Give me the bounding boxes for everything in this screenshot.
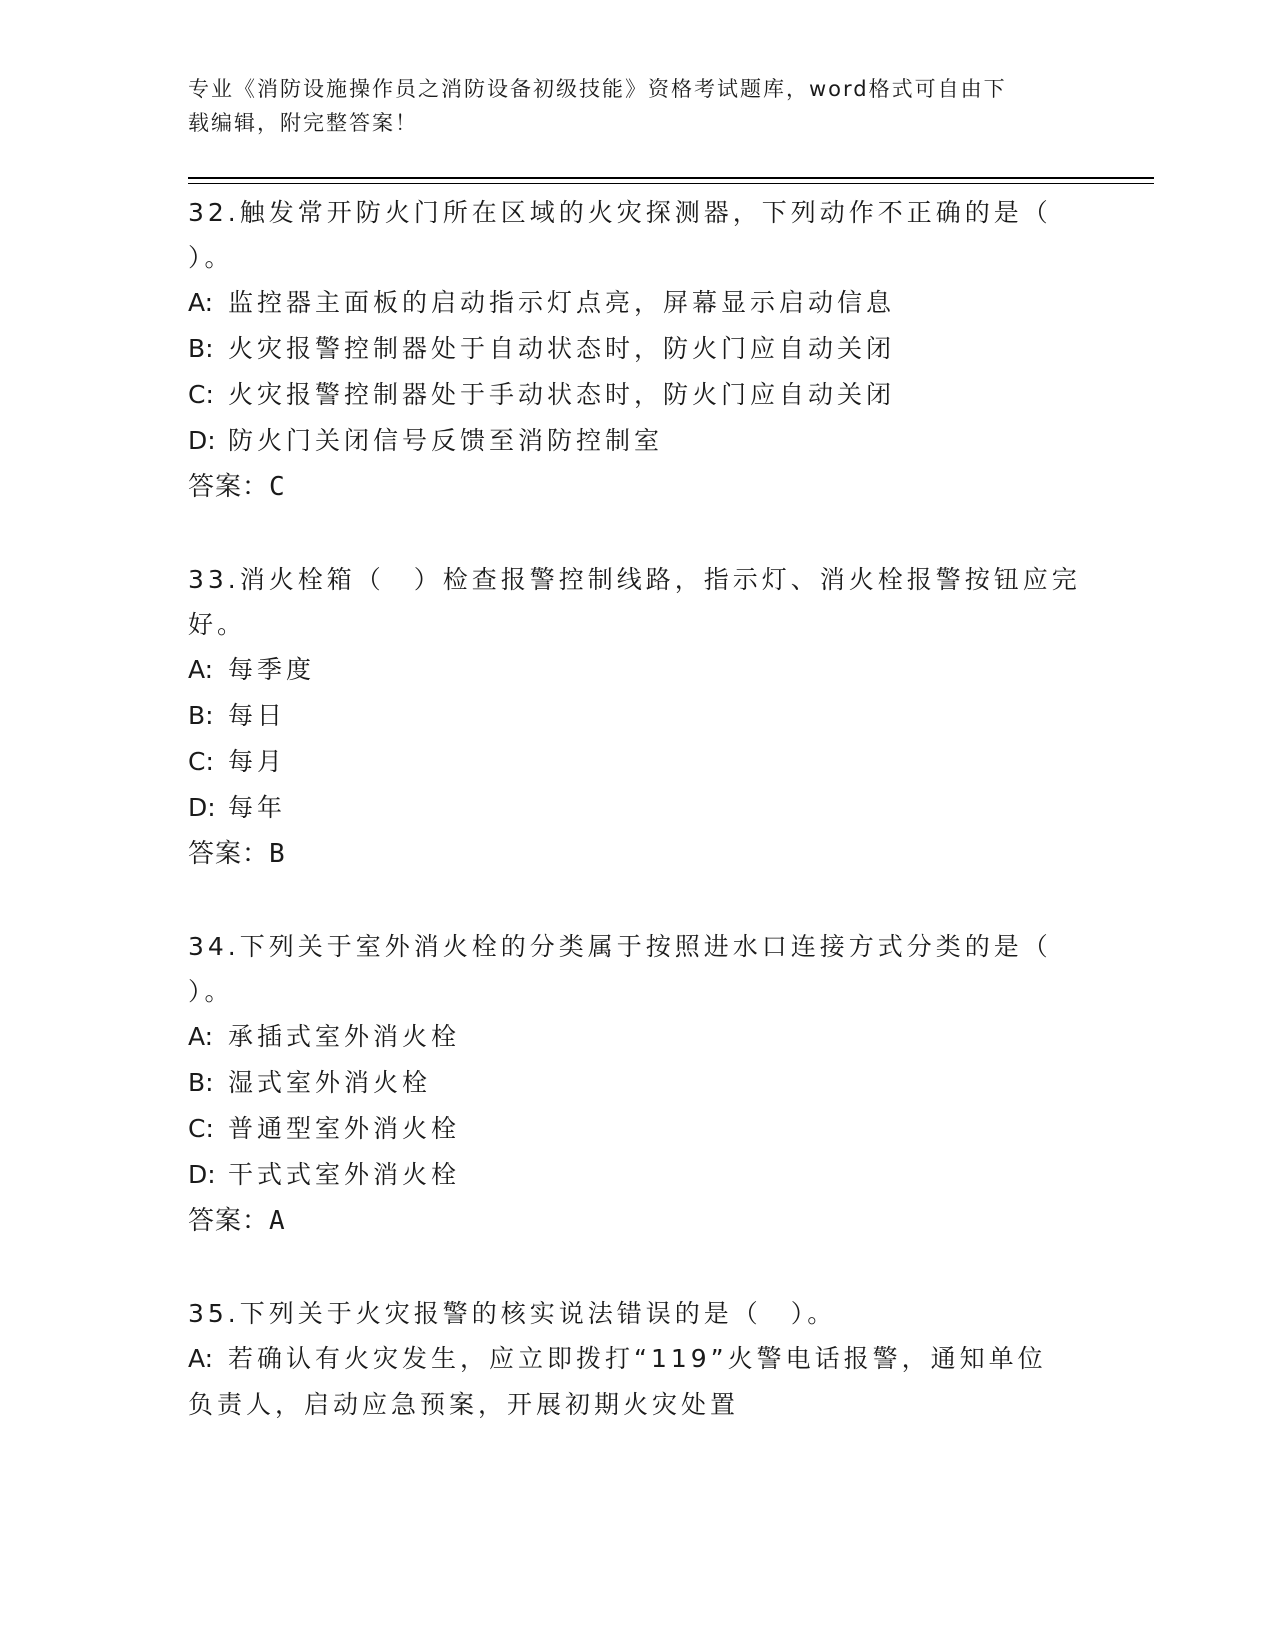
answer-label: 答案： — [188, 472, 270, 502]
option-text: 监控器主面板的启动指示灯点亮，屏幕显示启动信息 — [228, 288, 896, 317]
option-text: 湿式室外消火栓 — [228, 1068, 432, 1097]
question-stem: 35.下列关于火灾报警的核实说法错误的是（ ）。 — [188, 1299, 837, 1328]
header-rule-thin — [188, 183, 1154, 184]
question-stem-continued: ）。 — [188, 243, 234, 272]
question-stem: 33.消火栓箱（ ）检查报警控制线路，指示灯、消火栓报警按钮应完 — [188, 565, 1081, 594]
option-text: 每月 — [228, 747, 287, 776]
option-d — [188, 1152, 1088, 1198]
option-letter: B: — [188, 1068, 214, 1097]
option-text: 火灾报警控制器处于手动状态时，防火门应自动关闭 — [228, 380, 896, 409]
question-stem-continued: 好。 — [188, 610, 247, 639]
option-letter: A: — [188, 288, 214, 317]
option-letter: D: — [188, 793, 216, 822]
option-letter: B: — [188, 334, 214, 363]
answer-value: A — [269, 1206, 286, 1236]
question-spacer — [188, 1244, 1088, 1291]
option-b — [188, 326, 1088, 372]
answer-line — [188, 464, 1088, 510]
option-letter: B: — [188, 701, 214, 730]
option-letter: A: — [188, 655, 214, 684]
answer-value: C — [269, 472, 286, 502]
question-stem: 34.下列关于室外消火栓的分类属于按照进水口连接方式分类的是（ — [188, 932, 1052, 961]
header-line-2: 载编辑，附完整答案！ — [188, 111, 418, 135]
answer-label: 答案： — [188, 839, 270, 869]
answer-line — [188, 831, 1088, 877]
document-header — [188, 72, 1068, 140]
option-text: 干式式室外消火栓 — [228, 1160, 461, 1189]
option-letter: C: — [188, 1114, 214, 1143]
question-stem: 32.触发常开防火门所在区域的火灾探测器，下列动作不正确的是（ — [188, 198, 1052, 227]
option-text: 防火门关闭信号反馈至消防控制室 — [228, 426, 664, 455]
option-letter: C: — [188, 747, 214, 776]
question-35 — [188, 1291, 1088, 1428]
header-line-1: 专业《消防设施操作员之消防设备初级技能》资格考试题库，word格式可自由下 — [188, 77, 1007, 101]
option-a-continued: 负责人，启动应急预案，开展初期火灾处置 — [188, 1390, 740, 1419]
option-c — [188, 1106, 1088, 1152]
option-c — [188, 372, 1088, 418]
answer-value: B — [269, 839, 286, 869]
header-rule-thick — [188, 177, 1154, 179]
answer-label: 答案： — [188, 1206, 270, 1236]
option-a — [188, 280, 1088, 326]
question-34 — [188, 924, 1088, 1244]
question-spacer — [188, 877, 1088, 924]
option-letter: A: — [188, 1344, 214, 1373]
option-b — [188, 1060, 1088, 1106]
option-letter: A: — [188, 1022, 214, 1051]
answer-line — [188, 1198, 1088, 1244]
option-letter: C: — [188, 380, 214, 409]
option-a — [188, 647, 1088, 693]
option-text: 火灾报警控制器处于自动状态时，防火门应自动关闭 — [228, 334, 896, 363]
option-c — [188, 739, 1088, 785]
option-text: 承插式室外消火栓 — [228, 1022, 461, 1051]
option-a — [188, 1336, 1088, 1382]
option-text: 每日 — [228, 701, 287, 730]
question-33 — [188, 557, 1088, 877]
option-text: 每季度 — [228, 655, 316, 684]
option-letter: D: — [188, 426, 216, 455]
question-stem-continued: ）。 — [188, 977, 234, 1006]
question-spacer — [188, 510, 1088, 557]
option-text: 普通型室外消火栓 — [228, 1114, 461, 1143]
option-letter: D: — [188, 1160, 216, 1189]
question-list — [188, 190, 1088, 1428]
option-b — [188, 693, 1088, 739]
option-text: 若确认有火灾发生，应立即拨打“119”火警电话报警，通知单位 — [228, 1344, 1047, 1373]
option-a — [188, 1014, 1088, 1060]
option-text: 每年 — [228, 793, 287, 822]
option-d — [188, 785, 1088, 831]
option-d — [188, 418, 1088, 464]
question-32 — [188, 190, 1088, 510]
